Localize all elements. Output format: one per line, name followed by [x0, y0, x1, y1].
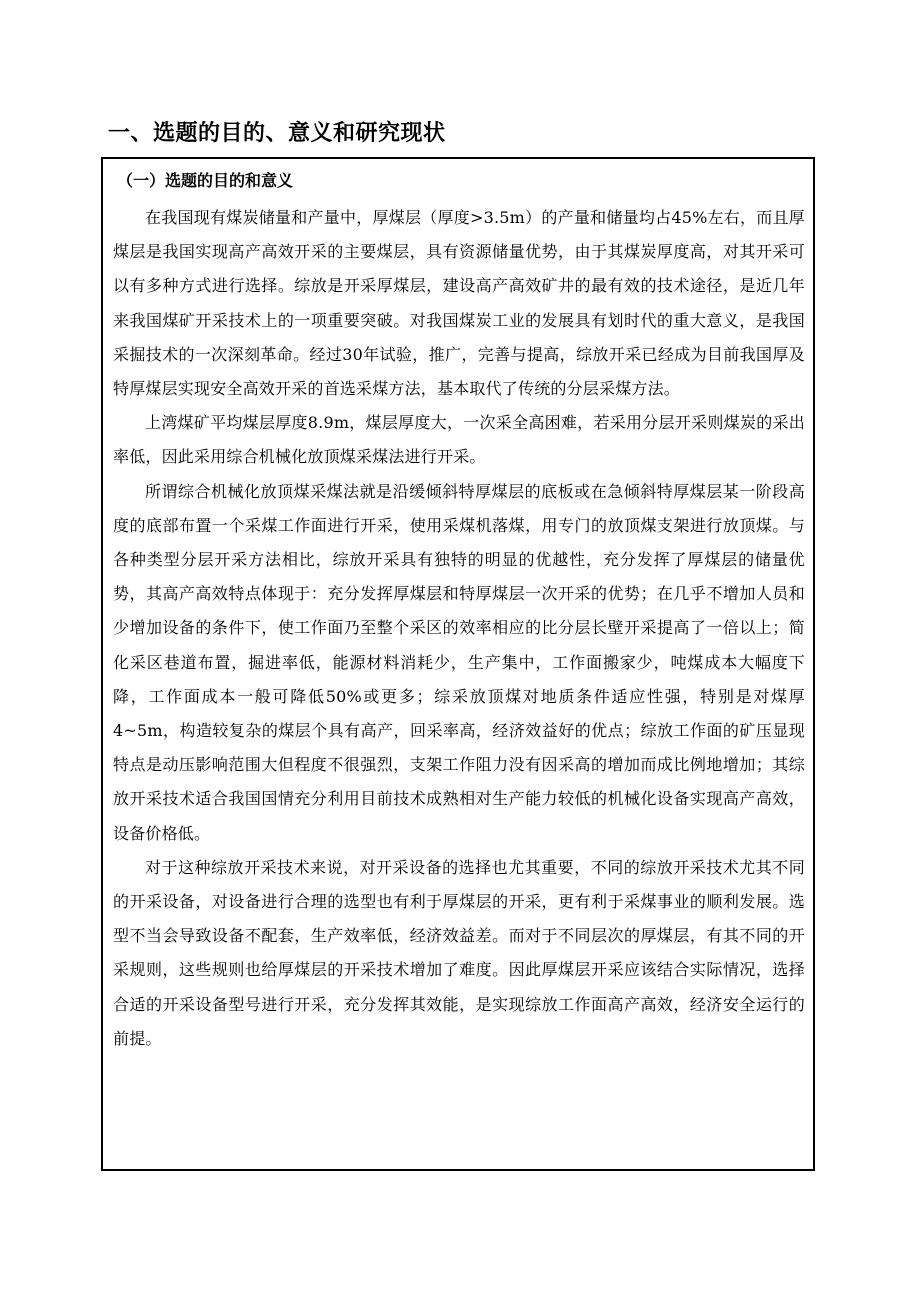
subsection-heading: （一）选题的目的和意义 — [117, 171, 294, 190]
paragraph-1: 在我国现有煤炭储量和产量中，厚煤层（厚度>3.5m）的产量和储量均占45%左右，而且厚煤层是我国实现高产高效开采的主要煤层，具有资源储量优势，由于其煤炭厚度高，对其开采可以有多种方式进行选择。综放是开采厚煤层，建设高产高效矿井的最有效的技术途径，是近几年来我国煤矿开采技术上的一项重要突破。对我国煤炭工业的发展具有划时代的重大意义，是我国采掘技术的一次深刻革命。经过30年试验，推广，完善与提高，综放开采已经成为目前我国厚及特厚煤层实现安全高效开采的首选采煤方法，基本取代了传统的分层采煤方法。 — [113, 208, 805, 399]
content-box — [101, 157, 815, 1171]
paragraph-2: 上湾煤矿平均煤层厚度8.9m，煤层厚度大，一次采全高困难，若采用分层开采则煤炭的采出率低，因此采用综合机械化放顶煤采煤法进行开采。 — [113, 413, 805, 467]
body-text — [113, 201, 805, 1056]
paragraph-4: 对于这种综放开采技术来说，对开采设备的选择也尤其重要，不同的综放开采技术尤其不同的开采设备，对设备进行合理的选型也有利于厚煤层的开采，更有利于采煤事业的顺利发展。选型不当会导致设备不配套，生产效率低，经济效益差。而对于不同层次的厚煤层，有其不同的开采规则，这些规则也给厚煤层的开采技术增加了难度。因此厚煤层开采应该结合实际情况，选择合适的开采设备型号进行开采，充分发挥其效能，是实现综放工作面高产高效，经济安全运行的前提。 — [113, 857, 805, 1048]
section-heading: 一、选题的目的、意义和研究现状 — [108, 121, 446, 146]
paragraph-3: 所谓综合机械化放顶煤采煤法就是沿缓倾斜特厚煤层的底板或在急倾斜特厚煤层某一阶段高度的底部布置一个采煤工作面进行开采，使用采煤机落煤，用专门的放顶煤支架进行放顶煤。与各种类型分层开采方法相比，综放开采具有独特的明显的优越性，充分发挥了厚煤层的储量优势，其高产高效特点体现于：充分发挥厚煤层和特厚煤层一次开采的优势；在几乎不增加人员和少增加设备的条件下，使工作面乃至整个采区的效率相应的比分层长壁开采提高了一倍以上；简化采区巷道布置，掘进率低，能源材料消耗少，生产集中，工作面搬家少，吨煤成本大幅度下降，工作面成本一般可降低50%或更多；综采放顶煤对地质条件适应性强，特别是对煤厚4~5m，构造较复杂的煤层个具有高产，回采率高，经济效益好的优点；综放工作面的矿压显现特点是动压影响范围大但程度不很强烈，支架工作阻力没有因采高的增加而成比例地增加；其综放开采技术适合我国国情充分利用目前技术成熟相对生产能力较低的机械化设备实现高产高效，设备价格低。 — [113, 481, 805, 843]
